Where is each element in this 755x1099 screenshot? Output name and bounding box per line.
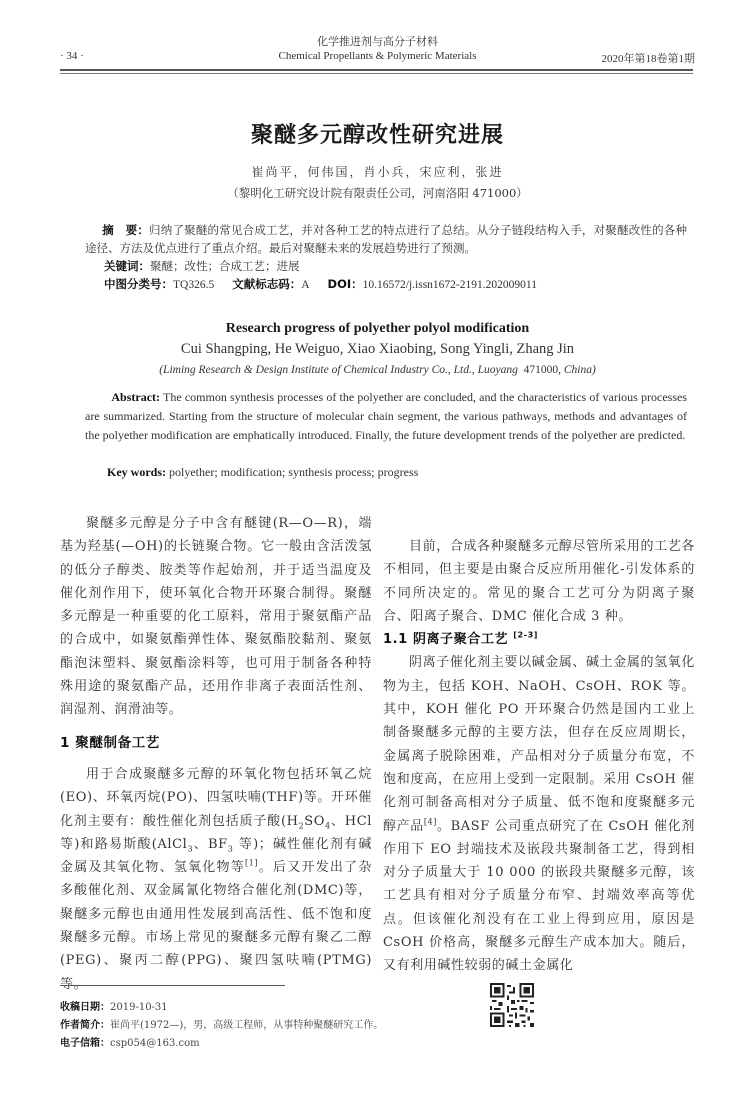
s1p1-text-f: 。后又开发出了杂多酸催化剂、双金属氰化物络合催化剂(DMC)等，聚醚多元醇也由通用性发展到高活性、低不饱和度聚醚多元醇。市场上常见的聚醚多元醇有聚乙二醇(PEG)、聚丙二醇(PPG)、聚四氢呋喃(PTMG)等。 [60, 860, 372, 992]
clc-label: 中图分类号： [104, 277, 173, 291]
s1p1-text-b: SO [304, 813, 326, 829]
citation-ref[interactable]: [4] [423, 817, 438, 827]
body-column-right [383, 512, 695, 978]
received-date [60, 998, 168, 1013]
s11p1-text-b: 。BASF 公司重点研究了在 CsOH 催化剂作用下 EO 封端技术及嵌段共聚制备工艺，得到相对分子质量大于 10 000 的嵌段共聚醚多元醇，该工艺具有相对分子质量分布窄、封端效率高等优点。但该催化剂没有在工业上得到应用，原因是 CsOH 价格高，聚醚多元醇生产成本加大。随后，又有利用碱性较弱的碱土金属化 [383, 818, 695, 974]
affiliation-cn: （黎明化工研究设计院有限责任公司，河南洛阳 471000） [227, 186, 528, 200]
footnote-rule [60, 985, 285, 986]
s1p1-text-d: 、BF [193, 836, 228, 852]
doc-code-value: A [301, 279, 310, 291]
author-bio [60, 1016, 383, 1031]
issue-info: 2020年第18卷第1期 [601, 53, 695, 65]
abstract-en-text: The common synthesis processes of the polyether are concluded, and the characteristics of various processes are summarized. Starting from the structure of molecular chain segment, the various pathways, methods and advantages of the polyether modification are emphatically introduced. Finally, the future development trends of the polyether are predicted. [85, 390, 687, 442]
journal-name-en: Chemical Propellants & Polymeric Materials [278, 50, 477, 62]
doi-label: DOI： [327, 277, 363, 291]
section-1-1-paragraph-1 [383, 651, 695, 977]
abstract-en-label: Abstract: [111, 390, 161, 404]
affiliation-en-zip: 471000, [523, 364, 561, 376]
section-1-1-title: 1.1 阴离子聚合工艺 [383, 632, 509, 648]
page-number: · 34 · [60, 50, 84, 62]
bio-label: 作者简介： [60, 1020, 110, 1031]
subscript: 3 [187, 844, 194, 854]
qr-code-icon [490, 983, 534, 1027]
subscript: 3 [227, 844, 234, 854]
doi-value[interactable]: 10.16572/j.issn1672-2191.202009011 [362, 279, 537, 291]
authors-cn: 崔尚平，何伟国，肖小兵，宋应利，张进 [251, 165, 504, 179]
abstract-cn [85, 221, 687, 257]
article-title-cn: 聚醚多元醇改性研究进展 [250, 123, 504, 148]
keywords-cn-label: 关键词： [104, 259, 150, 273]
citation-ref[interactable]: [2-3] [513, 630, 539, 640]
header-rule-thin [60, 73, 693, 74]
keywords-en [107, 465, 418, 480]
author-email [60, 1034, 200, 1049]
section-1-paragraph-2: 目前，合成各种聚醚多元醇尽管所采用的工艺各不相同，但主要是由聚合反应所用催化-引发体系的不同所决定的。常见的聚合工艺可分为阴离子聚合、阳离子聚合、DMC 催化合成 3 种。 [383, 539, 695, 624]
doc-code-label: 文献标志码： [232, 277, 302, 291]
header-rule [60, 69, 693, 71]
affiliation-en-part2: China) [563, 364, 596, 376]
s11p1-text-a: 阴离子催化剂主要以碱金属、碱土金属的氢氧化物为主，包括 KOH、NaOH、CsOH、ROK 等。其中，KOH 催化 PO 开环聚合仍然是国内工业上制备聚醚多元醇的主要方法，但存在反应周期长，金属离子脱除困难，产品相对分子质量分布宽，不饱和度高，在应用上受到一定限制。采用 CsOH 催化剂可制备高相对分子质量、低不饱和度聚醚多元醇产品 [383, 655, 695, 834]
affiliation-en [0, 364, 755, 376]
article-title-en: Research progress of polyether polyol modification [225, 321, 530, 336]
citation-ref[interactable]: [1] [245, 858, 259, 868]
bio-value: 崔尚平(1972—)，男，高级工程师，从事特种聚醚研究工作。 [110, 1020, 384, 1031]
journal-name-cn: 化学推进剂与高分子材料 [317, 35, 438, 48]
keywords-en-label: Key words: [107, 465, 166, 479]
s1p1-text-c: 、HCl 等)和路易斯酸(AlCl [60, 813, 372, 852]
keywords-cn-text: 聚醚；改性；合成工艺；进展 [150, 259, 300, 273]
clc-value: TQ326.5 [173, 279, 215, 291]
affiliation-en-part1: (Liming Research & Design Institute of Chemical Industry Co., Ltd., Luoyang [159, 364, 518, 376]
classification-line [104, 276, 537, 292]
abstract-cn-text: 归纳了聚醚的常见合成工艺，并对各种工艺的特点进行了总结。从分子链段结构入手，对聚醚改性的各种途径、方法及优点进行了重点介绍。最后对聚醚未来的发展趋势进行了预测。 [85, 223, 687, 255]
section-1-paragraph-1 [60, 763, 372, 996]
intro-paragraph: 聚醚多元醇是分子中含有醚键(R—O—R)，端基为羟基(—OH)的长链聚合物。它一般由含活泼氢的低分子醇类、胺类等作起始剂，并于适当温度及催化剂作用下，使环氧化合物开环聚合制得。聚醚多元醇是一种重要的化工原料，常用于聚氨酯产品的合成中，如聚氨酯弹性体、聚氨酯胶黏剂、聚氨酯泡沫塑料、聚氨酯涂料等，也可用于制备各种特殊用途的聚氨酯产品，还用作非离子表面活性剂、润湿剂、润滑油等。 [60, 516, 372, 718]
s1p1-text-a: 用于合成聚醚多元醇的环氧化物包括环氧乙烷(EO)、环氧丙烷(PO)、四氢呋喃(THF)等。开环催化剂主要有：酸性催化剂包括质子酸(H [60, 766, 372, 829]
email-value[interactable]: csp054@163.com [110, 1038, 200, 1049]
received-value: 2019-10-31 [110, 1002, 168, 1013]
body-column-left [60, 512, 372, 996]
section-1-1-heading [383, 628, 695, 651]
email-label: 电子信箱： [60, 1038, 110, 1049]
authors-en: Cui Shangping, He Weiguo, Xiao Xiaobing, Song Yingli, Zhang Jin [180, 341, 575, 357]
subscript: 4 [325, 821, 331, 831]
s1p1-text-e: 等)；碱性催化剂有碱金属及其氧化物、氢氧化物等 [60, 836, 372, 876]
abstract-en [85, 388, 687, 445]
abstract-cn-label: 摘 要： [102, 223, 150, 237]
subscript: 2 [298, 821, 305, 831]
keywords-cn [104, 258, 300, 274]
section-1-heading: 1 聚醚制备工艺 [60, 734, 160, 751]
keywords-en-text: polyether; modification; synthesis process; progress [169, 465, 419, 479]
received-label: 收稿日期： [60, 1002, 110, 1013]
